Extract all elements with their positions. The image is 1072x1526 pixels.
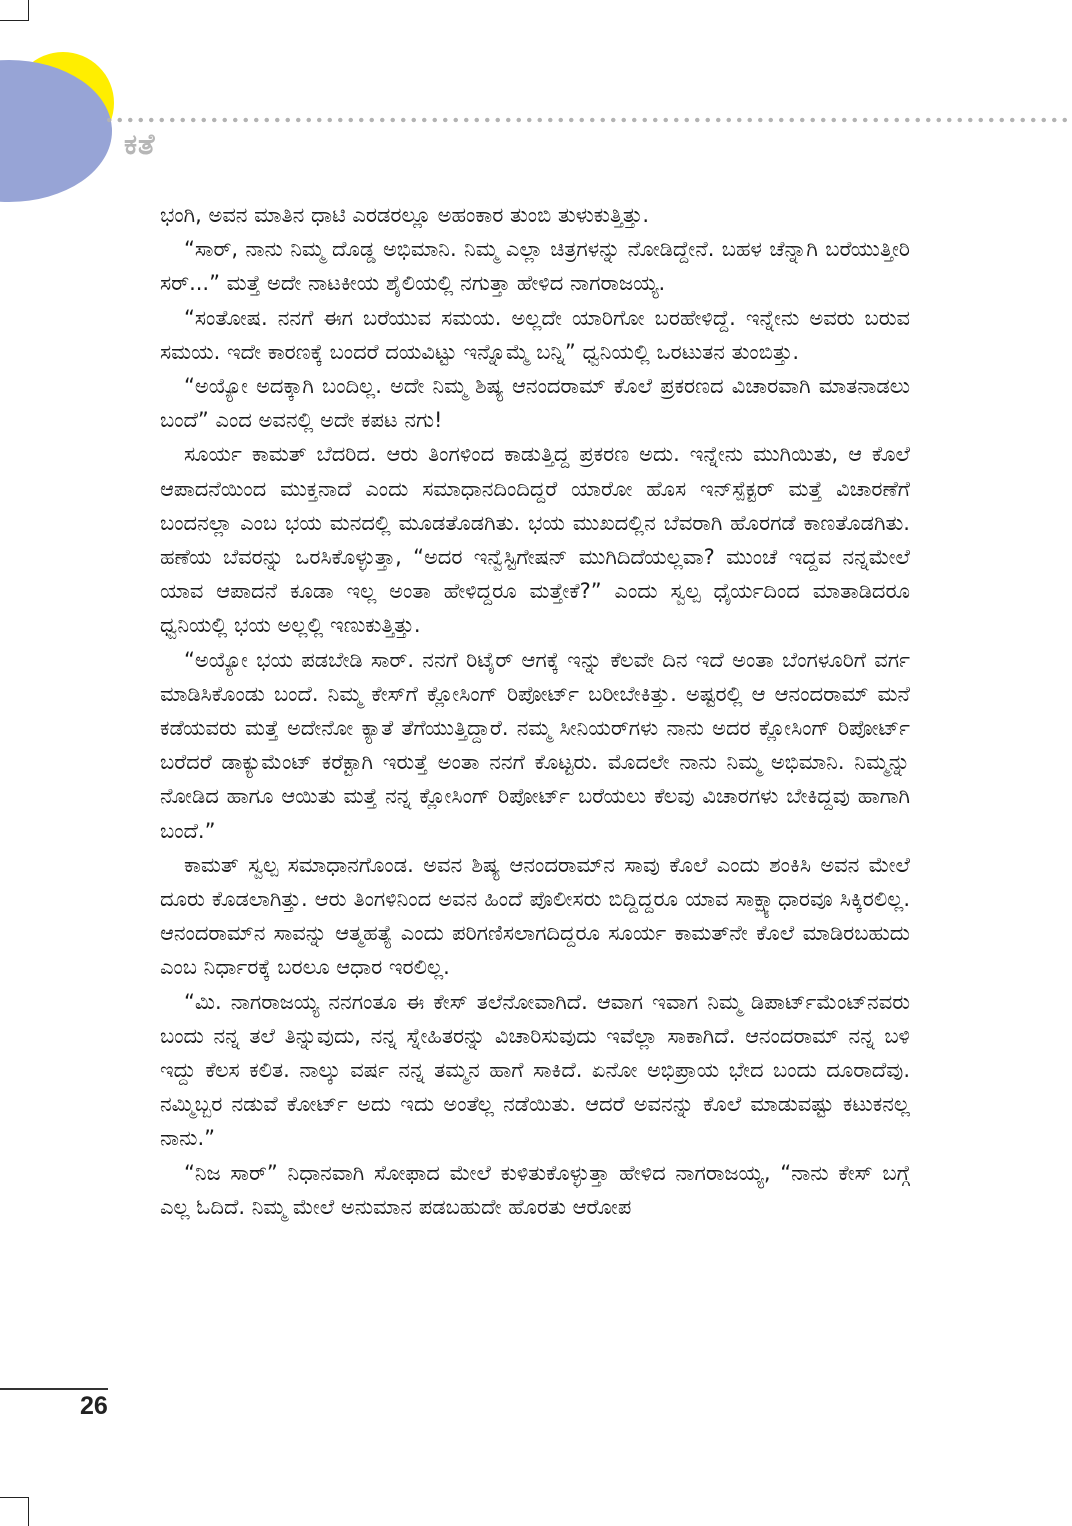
paragraph: “ನಿಜ ಸಾರ್” ನಿಧಾನವಾಗಿ ಸೋಫಾದ ಮೇಲೆ ಕುಳಿತುಕೊಳ್ಳುತ್ತಾ ಹೇಳಿದ ನಾಗರಾಜಯ್ಯ, “ನಾನು ಕೇಸ್ ಬಗ್ಗೆ ಎಲ್ಲ ಓದಿದೆ. ನಿಮ್ಮ ಮೇಲೆ ಅನುಮಾನ ಪಡಬಹುದೇ ಹೊರತು ಆರೋಪ	[160, 1160, 910, 1219]
dotted-rule	[104, 117, 1072, 123]
paragraph: ಸೂರ್ಯ ಕಾಮತ್ ಬೆದರಿದ. ಆರು ತಿಂಗಳಿಂದ ಕಾಡುತ್ತಿದ್ದ ಪ್ರಕರಣ ಅದು. ಇನ್ನೇನು ಮುಗಿಯಿತು, ಆ ಕೊಲೆ ಆಪಾದನೆಯಿಂದ ಮುಕ್ತನಾದೆ ಎಂದು ಸಮಾಧಾನದಿಂದಿದ್ದರೆ ಯಾರೋ ಹೊಸ ಇನ್‌ಸ್ಪೆಕ್ಟರ್ ಮತ್ತೆ ವಿಚಾರಣೆಗೆ ಬಂದನಲ್ಲಾ ಎಂಬ ಭಯ ಮನದಲ್ಲಿ ಮೂಡತೊಡಗಿತು. ಭಯ ಮುಖದಲ್ಲಿನ ಬೆವರಾಗಿ ಹೊರಗಡೆ ಕಾಣತೊಡಗಿತು. ಹಣೆಯ ಬೆವರನ್ನು ಒರಸಿಕೊಳ್ಳುತ್ತಾ, “ಅದರ ಇನ್ವೆಸ್ಟಿಗೇಷನ್ ಮುಗಿದಿದೆಯಲ್ಲವಾ? ಮುಂಚೆ ಇದ್ದವ ನನ್ನಮೇಲೆ ಯಾವ ಆಪಾದನೆ ಕೂಡಾ ಇಲ್ಲ ಅಂತಾ ಹೇಳಿದ್ದರೂ ಮತ್ತೇಕೆ?” ಎಂದು ಸ್ವಲ್ಪ ಧೈರ್ಯದಿಂದ ಮಾತಾಡಿದರೂ ಧ್ವನಿಯಲ್ಲಿ ಭಯ ಅಲ್ಲಲ್ಲಿ ಇಣುಕುತ್ತಿತ್ತು.	[160, 442, 910, 638]
crop-mark-top	[0, 0, 29, 21]
crop-mark-bottom	[0, 1497, 29, 1526]
paragraph: ಕಾಮತ್ ಸ್ವಲ್ಪ ಸಮಾಧಾನಗೊಂಡ. ಅವನ ಶಿಷ್ಯ ಆನಂದರಾಮ್‌ನ ಸಾವು ಕೊಲೆ ಎಂದು ಶಂಕಿಸಿ ಅವನ ಮೇಲೆ ದೂರು ಕೊಡಲಾಗಿತ್ತು. ಆರು ತಿಂಗಳಿನಿಂದ ಅವನ ಹಿಂದೆ ಪೊಲೀಸರು ಬಿದ್ದಿದ್ದರೂ ಯಾವ ಸಾಕ್ಷ್ಯಾಧಾರವೂ ಸಿಕ್ಕಿರಲಿಲ್ಲ. ಆನಂದರಾಮ್‌ನ ಸಾವನ್ನು ಆತ್ಮಹತ್ಯೆ ಎಂದು ಪರಿಗಣಿಸಲಾಗದಿದ್ದರೂ ಸೂರ್ಯ ಕಾಮತ್‌ನೇ ಕೊಲೆ ಮಾಡಿರಬಹುದು ಎಂಬ ನಿರ್ಧಾರಕ್ಕೆ ಬರಲೂ ಆಧಾರ ಇರಲಿಲ್ಲ.	[160, 852, 910, 980]
paragraph: “ಸಂತೋಷ. ನನಗೆ ಈಗ ಬರೆಯುವ ಸಮಯ. ಅಲ್ಲದೇ ಯಾರಿಗೋ ಬರಹೇಳಿದ್ದೆ. ಇನ್ನೇನು ಅವರು ಬರುವ ಸಮಯ. ಇದೇ ಕಾರಣಕ್ಕೆ ಬಂದರೆ ದಯವಿಟ್ಟು ಇನ್ನೊಮ್ಮೆ ಬನ್ನಿ” ಧ್ವನಿಯಲ್ಲಿ ಒರಟುತನ ತುಂಬಿತ್ತು.	[160, 305, 910, 364]
paragraph: ಭಂಗಿ, ಅವನ ಮಾತಿನ ಧಾಟಿ ಎರಡರಲ್ಲೂ ಅಹಂಕಾರ ತುಂಬಿ ತುಳುಕುತ್ತಿತ್ತು.	[160, 203, 650, 227]
section-title: ಕತೆ	[124, 127, 156, 161]
page-number: 26	[80, 1392, 108, 1420]
paragraph: “ಅಯ್ಯೋ ಭಯ ಪಡಬೇಡಿ ಸಾರ್. ನನಗೆ ರಿಟೈರ್ ಆಗಕ್ಕೆ ಇನ್ನು ಕೆಲವೇ ದಿನ ಇದೆ ಅಂತಾ ಬೆಂಗಳೂರಿಗೆ ವರ್ಗ ಮಾಡಿಸಿಕೊಂಡು ಬಂದೆ. ನಿಮ್ಮ ಕೇಸ್‌ಗೆ ಕ್ಲೋಸಿಂಗ್ ರಿಪೋರ್ಟ್ ಬರೀಬೇಕಿತ್ತು. ಅಷ್ಟರಲ್ಲಿ ಆ ಆನಂದರಾಮ್ ಮನೆ ಕಡೆಯವರು ಮತ್ತೆ ಅದೇನೋ ಕ್ಯಾತೆ ತೆಗೆಯುತ್ತಿದ್ದಾರೆ. ನಮ್ಮ ಸೀನಿಯರ್‌ಗಳು ನಾನು ಅದರ ಕ್ಲೋಸಿಂಗ್ ರಿಪೋರ್ಟ್ ಬರೆದರೆ ಡಾಕ್ಯುಮೆಂಟ್ ಕರೆಕ್ಟಾಗಿ ಇರುತ್ತೆ ಅಂತಾ ನನಗೆ ಕೊಟ್ಟರು. ಮೊದಲೇ ನಾನು ನಿಮ್ಮ ಅಭಿಮಾನಿ. ನಿಮ್ಮನ್ನು ನೋಡಿದ ಹಾಗೂ ಆಯಿತು ಮತ್ತೆ ನನ್ನ ಕ್ಲೋಸಿಂಗ್ ರಿಪೋರ್ಟ್ ಬರೆಯಲು ಕೆಲವು ವಿಚಾರಗಳು ಬೇಕಿದ್ದವು ಹಾಗಾಗಿ ಬಂದೆ.”	[160, 647, 910, 843]
paragraph: “ಅಯ್ಯೋ ಅದಕ್ಕಾಗಿ ಬಂದಿಲ್ಲ. ಅದೇ ನಿಮ್ಮ ಶಿಷ್ಯ ಆನಂದರಾಮ್ ಕೊಲೆ ಪ್ರಕರಣದ ವಿಚಾರವಾಗಿ ಮಾತನಾಡಲು ಬಂದೆ” ಎಂದ ಅವನಲ್ಲಿ ಅದೇ ಕಪಟ ನಗು!	[160, 374, 910, 433]
story-body	[160, 198, 910, 1224]
paragraph: “ಮಿ. ನಾಗರಾಜಯ್ಯ ನನಗಂತೂ ಈ ಕೇಸ್ ತಲೆನೋವಾಗಿದೆ. ಆವಾಗ ಇವಾಗ ನಿಮ್ಮ ಡಿಪಾರ್ಟ್‌ಮೆಂಟ್‌ನವರು ಬಂದು ನನ್ನ ತಲೆ ತಿನ್ನುವುದು, ನನ್ನ ಸ್ನೇಹಿತರನ್ನು ವಿಚಾರಿಸುವುದು ಇವೆಲ್ಲಾ ಸಾಕಾಗಿದೆ. ಆನಂದರಾಮ್ ನನ್ನ ಬಳಿ ಇದ್ದು ಕೆಲಸ ಕಲಿತ. ನಾಲ್ಕು ವರ್ಷ ನನ್ನ ತಮ್ಮನ ಹಾಗೆ ಸಾಕಿದೆ. ಏನೋ ಅಭಿಪ್ರಾಯ ಭೇದ ಬಂದು ದೂರಾದೆವು. ನಮ್ಮಿಬ್ಬರ ನಡುವೆ ಕೋರ್ಟ್ ಅದು ಇದು ಅಂತೆಲ್ಲ ನಡೆಯಿತು. ಆದರೆ ಅವನನ್ನು ಕೊಲೆ ಮಾಡುವಷ್ಟು ಕಟುಕನಲ್ಲ ನಾನು.”	[160, 989, 910, 1151]
paragraph: “ಸಾರ್, ನಾನು ನಿಮ್ಮ ದೊಡ್ಡ ಅಭಿಮಾನಿ. ನಿಮ್ಮ ಎಲ್ಲಾ ಚಿತ್ರಗಳನ್ನು ನೋಡಿದ್ದೇನೆ. ಬಹಳ ಚೆನ್ನಾಗಿ ಬರೆಯುತ್ತೀರಿ ಸರ್...” ಮತ್ತೆ ಅದೇ ನಾಟಕೀಯ ಶೈಲಿಯಲ್ಲಿ ನಗುತ್ತಾ ಹೇಳಿದ ನಾಗರಾಜಯ್ಯ.	[160, 237, 910, 296]
footer-rule	[0, 1388, 108, 1390]
